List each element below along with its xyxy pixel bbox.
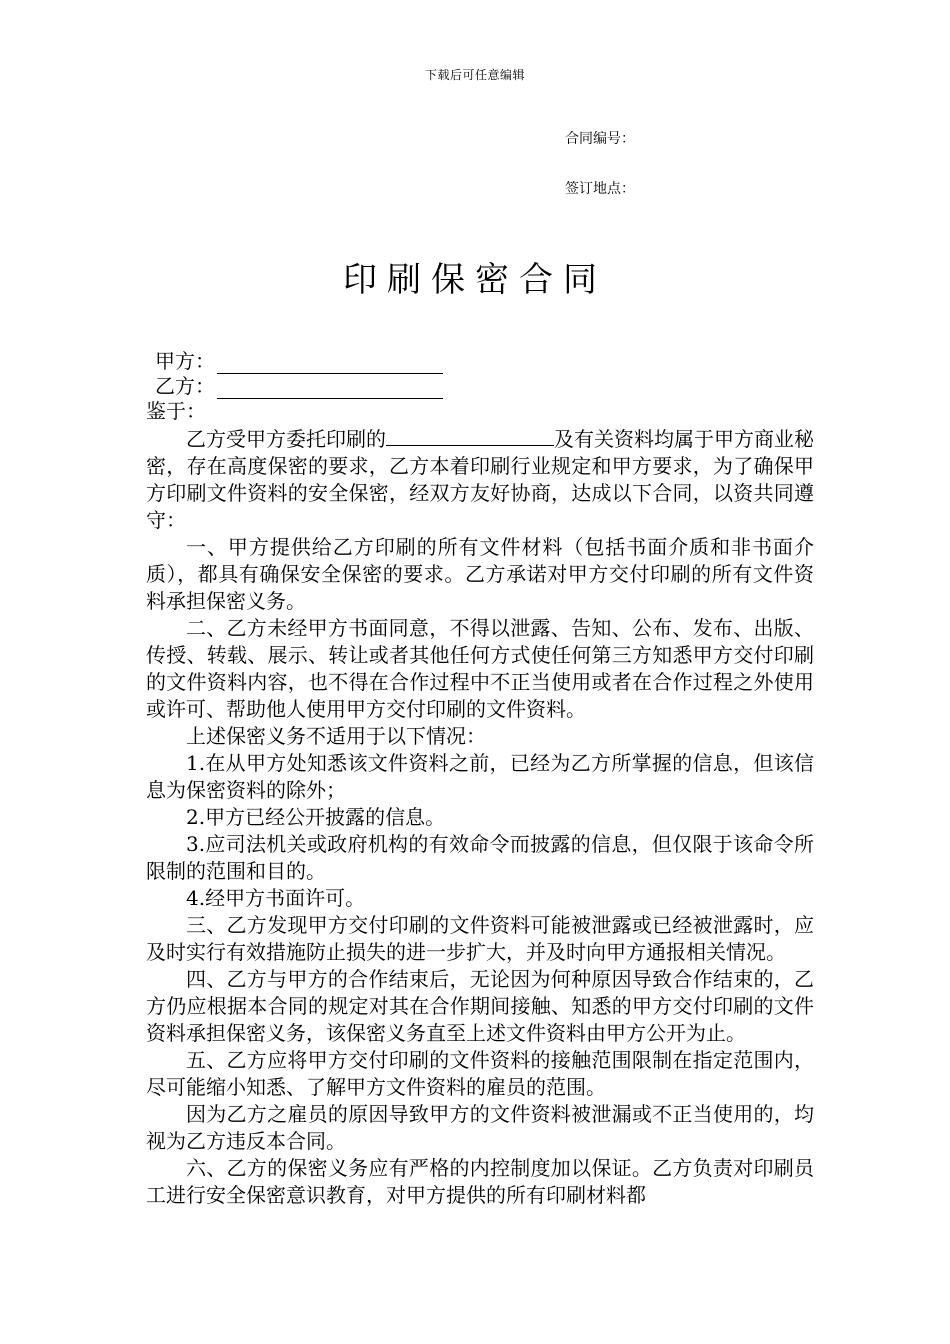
intro-paragraph [146, 425, 814, 534]
clause-5: 五、乙方应将甲方交付印刷的文件资料的接触范围限制在指定范围内，尽可能缩小知悉、了解甲方文件资料的雇员的范围。 [146, 1048, 814, 1099]
exception-2: 2.甲方已经公开披露的信息。 [186, 805, 446, 829]
exception-3: 3.应司法机关或政府机构的有效命令而披露的信息，但仅限于该命令所限制的范围和目的。 [146, 832, 814, 883]
party-a-label: 甲方： [155, 349, 215, 373]
contract-number-label: 合同编号： [565, 131, 635, 147]
clause-1: 一、甲方提供给乙方印刷的所有文件材料（包括书面介质和非书面介质），都具有确保安全保密的要求。乙方承诺对甲方交付印刷的所有文件资料承担保密义务。 [146, 535, 814, 613]
whereas-label: 鉴于： [146, 399, 206, 423]
printed-item-blank [386, 425, 554, 446]
contract-body [146, 398, 814, 1209]
clause-2: 二、乙方未经甲方书面同意，不得以泄露、告知、公布、发布、出版、传授、转载、展示、转让或者其他任何方式使任何第三方知悉甲方交付印刷的文件资料内容，也不得在合作过程中不正当使用或者在合作过程之外使用或许可、帮助他人使用甲方交付印刷的文件资料。 [146, 616, 814, 721]
clause-6: 六、乙方的保密义务应有严格的内控制度加以保证。乙方负责对印刷员工进行安全保密意识教育，对甲方提供的所有印刷材料都 [146, 1156, 814, 1207]
party-b-blank [217, 376, 443, 399]
header-note: 下载后可任意编辑 [424, 68, 525, 82]
intro-after-blank: 及有关资料均属于甲方商业秘密，存在高度保密的要求，乙方本着印刷行业规定和甲方要求，为了确保甲方印刷文件资料的安全保密，经双方友好协商，达成以下合同，以资共同遵守： [146, 427, 814, 532]
clause-5-note: 因为乙方之雇员的原因导致甲方的文件资料被泄漏或不正当使用的，均视为乙方违反本合同。 [146, 1102, 814, 1153]
clause-4: 四、乙方与甲方的合作结束后，无论因为何种原因导致合作结束的，乙方仍应根据本合同的规定对其在合作期间接触、知悉的甲方交付印刷的文件资料承担保密义务，该保密义务直至上述文件资料由甲方公开为止。 [146, 967, 814, 1045]
party-b-line [155, 373, 443, 399]
party-a-line [155, 348, 443, 374]
clause-3: 三、乙方发现甲方交付印刷的文件资料可能被泄露或已经被泄露时，应及时实行有效措施防止损失的进一步扩大，并及时向甲方通报相关情况。 [146, 913, 814, 964]
party-a-blank [217, 351, 443, 374]
party-b-label: 乙方： [155, 374, 215, 398]
page-title: 印刷保密合同 [343, 260, 607, 300]
exceptions-intro: 上述保密义务不适用于以下情况： [186, 724, 486, 748]
signing-place-label: 签订地点： [565, 181, 635, 197]
exception-1: 1.在从甲方处知悉该文件资料之前，已经为乙方所掌握的信息，但该信息为保密资料的除外； [146, 751, 814, 802]
intro-before-blank: 乙方受甲方委托印刷的 [186, 427, 386, 451]
exception-4: 4.经甲方书面许可。 [186, 886, 366, 910]
